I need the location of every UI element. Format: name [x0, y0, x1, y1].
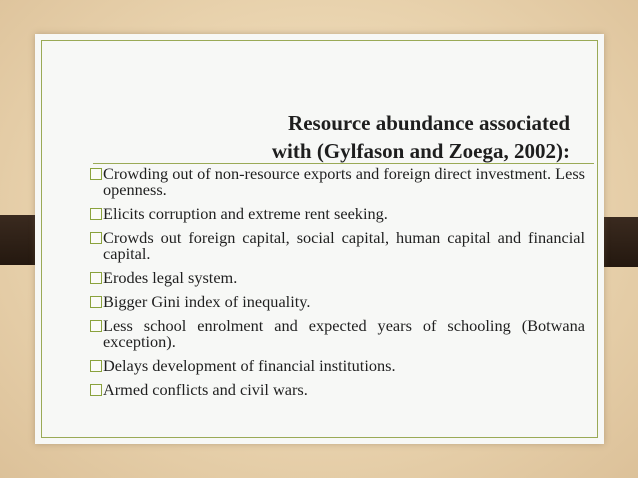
checkbox-square-icon: [90, 208, 102, 220]
bullet-item-8: [90, 380, 585, 398]
checkbox-square-icon: [90, 320, 102, 332]
checkbox-square-icon: [90, 360, 102, 372]
bullet-item-5: [90, 292, 585, 310]
slide-title-line-1: Resource abundance associated: [288, 111, 570, 135]
bullet-item-3: [90, 228, 585, 262]
bullet-text: Armed conflicts and civil wars.: [103, 380, 308, 399]
bullet-item-7: [90, 356, 585, 374]
checkbox-square-icon: [90, 296, 102, 308]
bullet-text: Less school enrolment and expected years of schooling (Botwana exception).: [103, 316, 585, 351]
checkbox-square-icon: [90, 168, 102, 180]
bullet-list: [90, 164, 585, 404]
bullet-item-1: [90, 164, 585, 198]
bullet-item-4: [90, 268, 585, 286]
bullet-item-6: [90, 316, 585, 350]
bullet-text: Elicits corruption and extreme rent seeking.: [103, 204, 388, 223]
slide-title-line-2: with (Gylfason and Zoega, 2002):: [271, 139, 570, 163]
bullet-text: Erodes legal system.: [103, 268, 238, 287]
content-panel: [35, 34, 604, 444]
checkbox-square-icon: [90, 272, 102, 284]
bullet-text: Bigger Gini index of inequality.: [103, 292, 311, 311]
bullet-item-2: [90, 204, 585, 222]
bullet-text: Crowding out of non-resource exports and foreign direct investment. Less openness.: [103, 164, 585, 199]
checkbox-square-icon: [90, 232, 102, 244]
bullet-text: Crowds out foreign capital, social capital, human capital and financial capital.: [103, 228, 585, 263]
checkbox-square-icon: [90, 384, 102, 396]
bullet-text: Delays development of financial institutions.: [103, 356, 396, 375]
